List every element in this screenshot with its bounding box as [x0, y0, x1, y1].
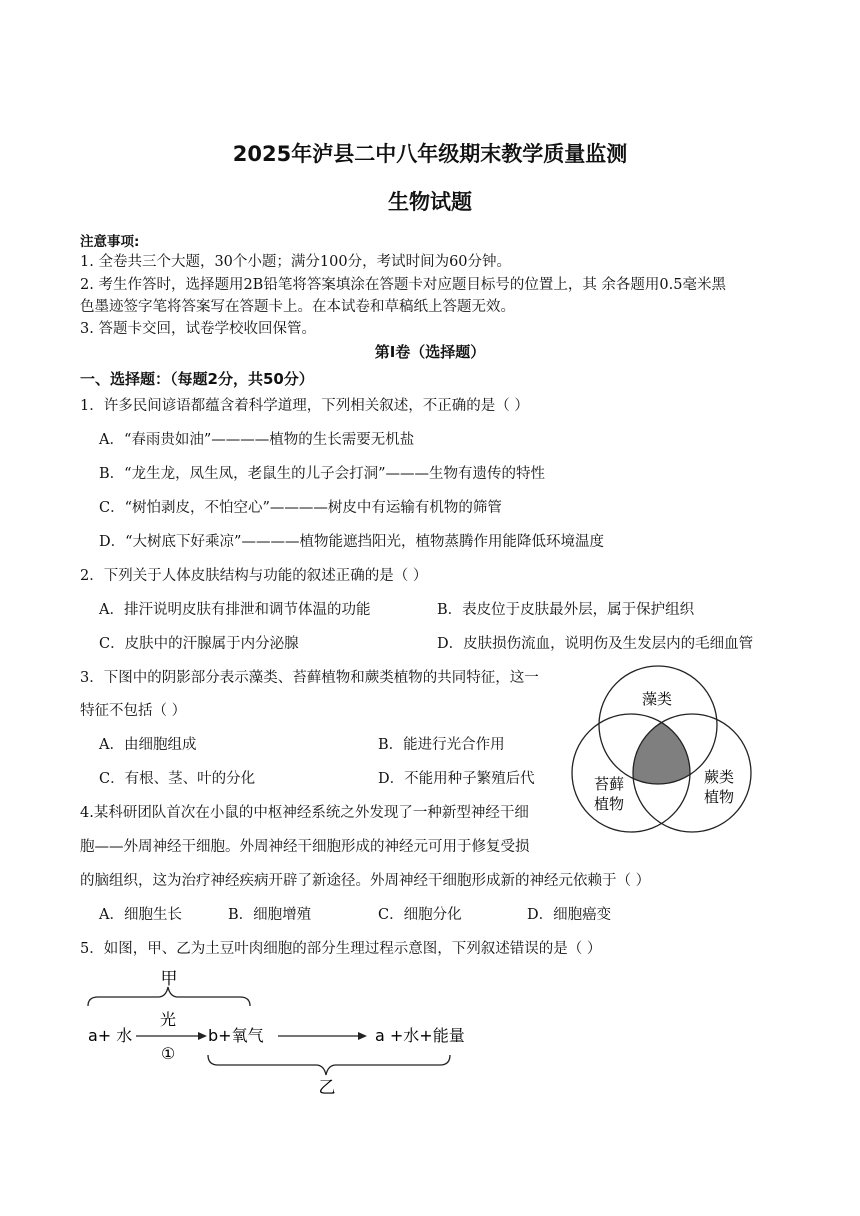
venn-label-moss-line-1: 苔藓 — [593, 775, 625, 793]
q3-stem-line-2: 特征不包括（ ） — [80, 703, 187, 719]
volume-heading: 第Ⅰ卷（选择题） — [374, 343, 486, 361]
part-heading: 一、选择题：（每题2分，共50分） — [80, 370, 314, 388]
label-middle-products: b+氧气 — [208, 1026, 264, 1045]
q3-option-c: C．有根、茎、叶的分化 — [99, 771, 256, 787]
venn-label-algae: 藻类 — [641, 690, 673, 708]
q1-option-b: B．“龙生龙，凤生凤，老鼠生的儿子会打洞”———生物有遗传的特性 — [99, 466, 545, 482]
q2-option-a: A．排汗说明皮肤有排泄和调节体温的功能 — [99, 602, 371, 618]
q5-stem: 5．如图，甲、乙为土豆叶肉细胞的部分生理过程示意图，下列叙述错误的是（ ） — [80, 941, 602, 957]
q3-option-b: B．能进行光合作用 — [378, 737, 505, 753]
q2-stem: 2．下列关于人体皮肤结构与功能的叙述正确的是（ ） — [80, 568, 428, 584]
q4-stem-line-1: 4.某科研团队首次在小鼠的中枢神经系统之外发现了一种新型神经干细 — [80, 805, 529, 821]
brace-jia — [88, 987, 250, 1006]
arrow-1-head — [198, 1032, 207, 1040]
notice-item-1: 1. 全卷共三个大题，30个小题；满分100分，考试时间为60分钟。 — [80, 254, 512, 270]
q2-option-b: B．表皮位于皮肤最外层，属于保护组织 — [437, 602, 695, 618]
q1-option-a: A．“春雨贵如油”————植物的生长需要无机盐 — [99, 432, 415, 448]
arrow-2-head — [358, 1032, 367, 1040]
notice-item-3: 3. 答题卡交回，试卷学校收回保管。 — [80, 321, 316, 337]
label-step-1: ① — [160, 1044, 176, 1063]
page-subtitle: 生物试题 — [388, 190, 472, 214]
label-yi: 乙 — [318, 1078, 336, 1098]
q1-option-c: C．“树怕剥皮，不怕空心”————树皮中有运输有机物的筛管 — [99, 500, 502, 516]
q4-option-c: C．细胞分化 — [378, 907, 462, 923]
q4-option-d: D．细胞癌变 — [527, 907, 612, 923]
q4-option-a: A．细胞生长 — [99, 907, 182, 923]
venn-label-fern-line-2: 植物 — [703, 788, 735, 806]
q3-option-a: A．由细胞组成 — [99, 737, 197, 753]
q3-stem-line-1: 3．下图中的阴影部分表示藻类、苔藓植物和蕨类植物的共同特征，这一 — [80, 670, 539, 686]
brace-yi — [208, 1055, 450, 1075]
q2-option-d: D．皮肤损伤流血，说明伤及生发层内的毛细血管 — [437, 636, 754, 652]
label-final-products: a +水+能量 — [375, 1026, 465, 1045]
notice-item-2-line-1: 2. 考生作答时，选择题用2B铅笔将答案填涂在答题卡对应题目标号的位置上，其 余各题用0.5毫米黑 — [80, 277, 726, 293]
venn-label-moss-line-2: 植物 — [593, 795, 625, 813]
q2-option-c: C．皮肤中的汗腺属于内分泌腺 — [99, 636, 299, 652]
notice-heading: 注意事项: — [80, 234, 140, 250]
label-light: 光 — [159, 1010, 177, 1029]
q4-option-b: B．细胞增殖 — [228, 907, 312, 923]
q3-option-d: D．不能用种子繁殖后代 — [378, 771, 535, 787]
page-title: 2025年泸县二中八年级期末教学质量监测 — [232, 142, 628, 166]
q4-stem-line-2: 胞——外周神经干细胞。外周神经干细胞形成的神经元可用于修复受损 — [80, 839, 530, 855]
venn-diagram — [565, 665, 765, 845]
q1-option-d: D．“大树底下好乘凉”————植物能遮挡阳光，植物蒸腾作用能降低环境温度 — [99, 534, 604, 550]
process-diagram — [80, 965, 500, 1100]
notice-item-2-line-2: 色墨迹签字笔将答案写在答题卡上。在本试卷和草稿纸上答题无效。 — [80, 299, 515, 315]
label-jia: 甲 — [160, 969, 178, 989]
q4-stem-line-3: 的脑组织，这为治疗神经疾病开辟了新途径。外周神经干细胞形成新的神经元依赖于（ ） — [80, 873, 651, 889]
q1-stem: 1．许多民间谚语都蕴含着科学道理，下列相关叙述，不正确的是（ ） — [80, 398, 529, 414]
label-reactants: a+ 水 — [88, 1026, 133, 1045]
venn-label-fern-line-1: 蕨类 — [703, 768, 735, 786]
